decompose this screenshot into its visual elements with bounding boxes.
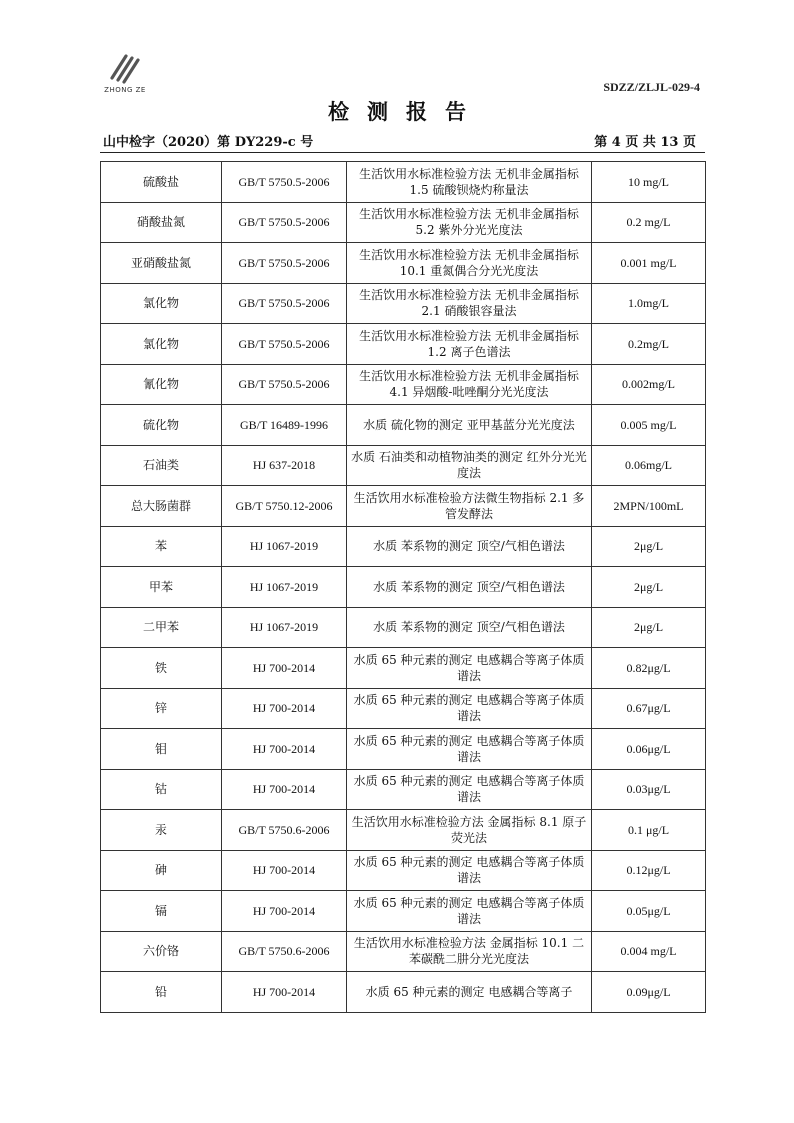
detection-limit: 0.001 mg/L — [592, 243, 706, 284]
method-name: 水质 65 种元素的测定 电感耦合等离子体质谱法 — [347, 729, 592, 770]
item-name: 铁 — [101, 648, 222, 689]
header-divider — [100, 152, 705, 153]
detection-limit: 10 mg/L — [592, 162, 706, 203]
item-name: 硝酸盐氮 — [101, 202, 222, 243]
standard-code: GB/T 5750.6-2006 — [222, 931, 347, 972]
item-name: 亚硝酸盐氮 — [101, 243, 222, 284]
standard-code: HJ 700-2014 — [222, 891, 347, 932]
method-name: 生活饮用水标准检验方法 无机非金属指标 5.2 紫外分光光度法 — [347, 202, 592, 243]
detection-limit: 0.05μg/L — [592, 891, 706, 932]
table-row — [101, 283, 706, 324]
table-row — [101, 526, 706, 567]
detection-limit: 0.2 mg/L — [592, 202, 706, 243]
table-row — [101, 688, 706, 729]
detection-limit: 0.06mg/L — [592, 445, 706, 486]
item-name: 汞 — [101, 810, 222, 851]
standard-code: GB/T 5750.6-2006 — [222, 810, 347, 851]
item-name: 氰化物 — [101, 364, 222, 405]
standard-code: HJ 1067-2019 — [222, 526, 347, 567]
table-row — [101, 810, 706, 851]
standard-code: HJ 700-2014 — [222, 688, 347, 729]
table-row — [101, 324, 706, 365]
item-name: 石油类 — [101, 445, 222, 486]
standard-code: GB/T 5750.5-2006 — [222, 364, 347, 405]
detection-limit: 0.005 mg/L — [592, 405, 706, 446]
standard-code: HJ 700-2014 — [222, 729, 347, 770]
table-row — [101, 850, 706, 891]
table-row — [101, 891, 706, 932]
method-name: 生活饮用水标准检验方法微生物指标 2.1 多管发酵法 — [347, 486, 592, 527]
standard-code: HJ 700-2014 — [222, 972, 347, 1013]
method-name: 生活饮用水标准检验方法 无机非金属指标 2.1 硝酸银容量法 — [347, 283, 592, 324]
standard-code: GB/T 16489-1996 — [222, 405, 347, 446]
method-name: 生活饮用水标准检验方法 无机非金属指标 10.1 重氮偶合分光光度法 — [347, 243, 592, 284]
item-name: 甲苯 — [101, 567, 222, 608]
test-methods-table — [100, 161, 706, 1013]
table-row — [101, 243, 706, 284]
standard-code: GB/T 5750.12-2006 — [222, 486, 347, 527]
method-name: 水质 硫化物的测定 亚甲基蓝分光光度法 — [347, 405, 592, 446]
method-name: 水质 苯系物的测定 顶空/气相色谱法 — [347, 526, 592, 567]
standard-code: GB/T 5750.5-2006 — [222, 243, 347, 284]
table-row — [101, 567, 706, 608]
standard-code: HJ 1067-2019 — [222, 567, 347, 608]
detection-limit: 0.67μg/L — [592, 688, 706, 729]
table-row — [101, 202, 706, 243]
table-row — [101, 769, 706, 810]
standard-code: HJ 637-2018 — [222, 445, 347, 486]
standard-code: HJ 1067-2019 — [222, 607, 347, 648]
logo-text: ZHONG ZE — [104, 86, 146, 94]
standard-code: HJ 700-2014 — [222, 769, 347, 810]
item-name: 砷 — [101, 850, 222, 891]
item-name: 二甲苯 — [101, 607, 222, 648]
page-title: 检测报告 — [328, 100, 484, 124]
item-name: 六价铬 — [101, 931, 222, 972]
method-name: 水质 65 种元素的测定 电感耦合等离子 — [347, 972, 592, 1013]
method-name: 水质 苯系物的测定 顶空/气相色谱法 — [347, 607, 592, 648]
standard-code: GB/T 5750.5-2006 — [222, 283, 347, 324]
table-row — [101, 486, 706, 527]
method-name: 生活饮用水标准检验方法 无机非金属指标 1.5 硫酸钡烧灼称量法 — [347, 162, 592, 203]
item-name: 铅 — [101, 972, 222, 1013]
detection-limit: 0.002mg/L — [592, 364, 706, 405]
item-name: 氯化物 — [101, 324, 222, 365]
standard-code: GB/T 5750.5-2006 — [222, 162, 347, 203]
table-row — [101, 405, 706, 446]
item-name: 硫酸盐 — [101, 162, 222, 203]
method-name: 水质 65 种元素的测定 电感耦合等离子体质谱法 — [347, 850, 592, 891]
detection-limit: 2μg/L — [592, 567, 706, 608]
table-row — [101, 931, 706, 972]
standard-code: HJ 700-2014 — [222, 850, 347, 891]
table-row — [101, 162, 706, 203]
item-name: 镉 — [101, 891, 222, 932]
page-number: 第 4 页 共 13 页 — [594, 135, 696, 150]
detection-limit: 0.2mg/L — [592, 324, 706, 365]
detection-limit: 0.82μg/L — [592, 648, 706, 689]
detection-limit: 1.0mg/L — [592, 283, 706, 324]
table-row — [101, 972, 706, 1013]
standard-code: GB/T 5750.5-2006 — [222, 202, 347, 243]
method-name: 水质 65 种元素的测定 电感耦合等离子体质谱法 — [347, 688, 592, 729]
detection-limit: 0.06μg/L — [592, 729, 706, 770]
detection-limit: 0.09μg/L — [592, 972, 706, 1013]
document-code: SDZZ/ZLJL-029-4 — [603, 80, 700, 94]
method-name: 水质 65 种元素的测定 电感耦合等离子体质谱法 — [347, 769, 592, 810]
item-name: 锌 — [101, 688, 222, 729]
method-name: 生活饮用水标准检验方法 金属指标 10.1 二苯碳酰二肼分光光度法 — [347, 931, 592, 972]
method-name: 水质 苯系物的测定 顶空/气相色谱法 — [347, 567, 592, 608]
standard-code: GB/T 5750.5-2006 — [222, 324, 347, 365]
table-row — [101, 729, 706, 770]
item-name: 苯 — [101, 526, 222, 567]
detection-limit: 0.12μg/L — [592, 850, 706, 891]
item-name: 钴 — [101, 769, 222, 810]
method-name: 水质 65 种元素的测定 电感耦合等离子体质谱法 — [347, 648, 592, 689]
item-name: 硫化物 — [101, 405, 222, 446]
detection-limit: 0.03μg/L — [592, 769, 706, 810]
method-name: 生活饮用水标准检验方法 金属指标 8.1 原子荧光法 — [347, 810, 592, 851]
detection-limit: 0.004 mg/L — [592, 931, 706, 972]
standard-code: HJ 700-2014 — [222, 648, 347, 689]
method-name: 水质 石油类和动植物油类的测定 红外分光光度法 — [347, 445, 592, 486]
method-name: 生活饮用水标准检验方法 无机非金属指标 4.1 异烟酸-吡唑酮分光光度法 — [347, 364, 592, 405]
table-row — [101, 648, 706, 689]
table-row — [101, 445, 706, 486]
method-name: 水质 65 种元素的测定 电感耦合等离子体质谱法 — [347, 891, 592, 932]
table-row — [101, 364, 706, 405]
item-name: 氯化物 — [101, 283, 222, 324]
detection-limit: 0.1 μg/L — [592, 810, 706, 851]
detection-limit: 2μg/L — [592, 607, 706, 648]
method-name: 生活饮用水标准检验方法 无机非金属指标 1.2 离子色谱法 — [347, 324, 592, 365]
detection-limit: 2MPN/100mL — [592, 486, 706, 527]
item-name: 钼 — [101, 729, 222, 770]
report-number: 山中检字（2020）第 DY229-c 号 — [103, 135, 314, 150]
table-body — [101, 162, 706, 1013]
detection-limit: 2μg/L — [592, 526, 706, 567]
item-name: 总大肠菌群 — [101, 486, 222, 527]
table-row — [101, 607, 706, 648]
